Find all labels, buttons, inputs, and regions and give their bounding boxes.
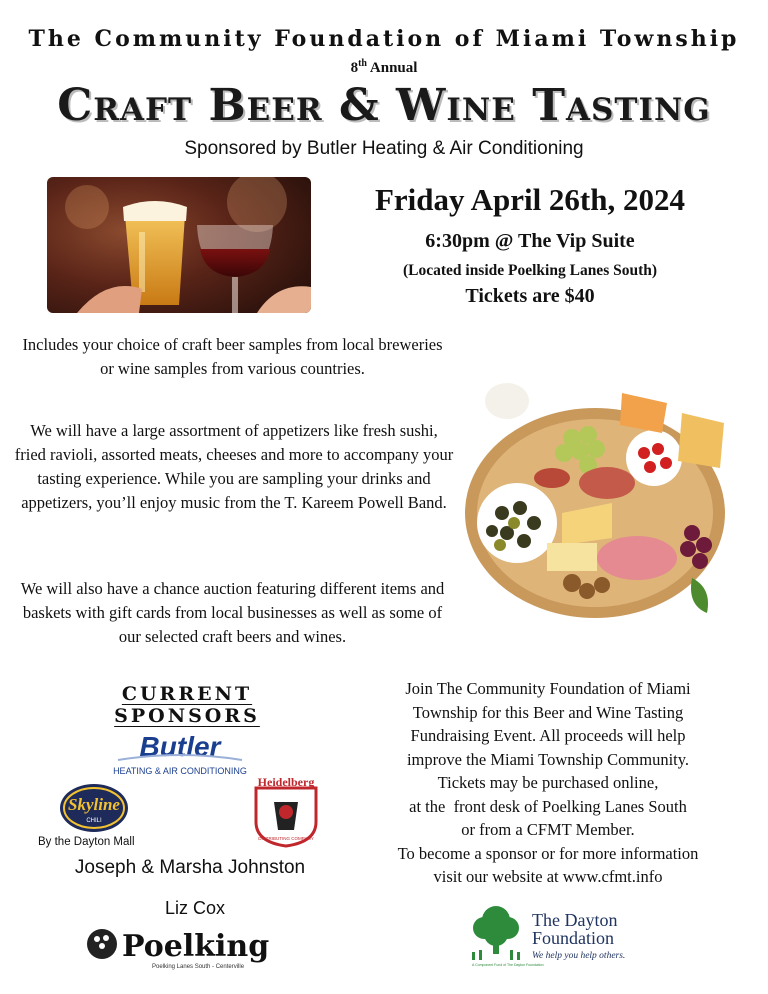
butler-logo (110, 730, 250, 780)
event-location: (Located inside Poelking Lanes South) (402, 262, 658, 279)
event-time-place: 6:30pm @ The Vip Suite (425, 230, 635, 252)
svg-text:Foundation: Foundation (532, 928, 615, 948)
join-line: at the front desk of Poelking Lanes South (409, 796, 687, 816)
svg-text:Poelking Lanes South - Centerv: Poelking Lanes South - Centerville (152, 964, 245, 970)
svg-text:HEATING & AIR CONDITIONING: HEATING & AIR CONDITIONING (113, 766, 247, 776)
svg-text:Butler: Butler (139, 731, 221, 762)
beer-wine-photo (47, 177, 311, 313)
dayton-foundation-logo (466, 902, 646, 968)
join-line: Fundraising Event. All proceeds will help (410, 726, 686, 745)
charcuterie-photo (462, 373, 728, 627)
svg-text:Poelking: Poelking (122, 929, 270, 964)
sponsor-cox: Liz Cox (164, 898, 226, 918)
skyline-location: By the Dayton Mall (38, 836, 135, 848)
paragraph-tasting: Includes your choice of craft beer samples from local breweries or wine samples from various countries. (22, 335, 443, 378)
join-line: Tickets may be purchased online, (437, 773, 659, 792)
skyline-chili-logo (58, 780, 130, 835)
sponsor-johnston: Joseph & Marsha Johnston (74, 857, 306, 878)
paragraph-appetizers: We will have a large assortment of appetizers like fresh sushi, fried ravioli, assorted meats, cheeses and more to accompany your tasting experience. While you are sampling your drinks and appetizers, you’ll enjoy music from the T. Kareem Powell Band. (14, 421, 454, 512)
join-line: To become a sponsor or for more information (397, 843, 699, 863)
join-info-block (352, 677, 744, 889)
join-line: or from a CFMT Member. (461, 820, 635, 839)
svg-text:We help you help others.: We help you help others. (532, 951, 626, 961)
svg-text:DISTRIBUTING COMPANY: DISTRIBUTING COMPANY (258, 836, 314, 841)
current-sponsors-heading: CURRENT SPONSORS (114, 683, 260, 727)
poelking-logo (82, 922, 277, 972)
svg-text:Heidelberg: Heidelberg (257, 775, 315, 789)
svg-text:A Component Fund of The Dayton: A Component Fund of The Dayton Foundation (472, 963, 544, 967)
join-line: Join The Community Foundation of Miami (405, 679, 691, 698)
event-title: Craft Beer & Wine Tasting (57, 80, 711, 131)
join-line: improve the Miami Township Community. (406, 749, 690, 769)
ticket-price: Tickets are $40 (465, 285, 595, 307)
join-line: Township for this Beer and Wine Tasting (412, 702, 684, 722)
annual-label: 8th Annual (350, 58, 418, 76)
organization-line: The Community Foundation of Miami Township (28, 26, 740, 52)
heidelberg-logo (250, 774, 322, 848)
join-line-website: visit our website at www.cfmt.info (433, 867, 663, 886)
svg-text:Skyline: Skyline (68, 795, 120, 814)
event-date: Friday April 26th, 2024 (374, 182, 685, 217)
sponsored-by-line: Sponsored by Butler Heating & Air Conditioning (184, 138, 584, 159)
svg-text:CHILI: CHILI (86, 818, 102, 824)
svg-text:The Dayton: The Dayton (532, 910, 618, 930)
paragraph-auction: We will also have a chance auction featuring different items and baskets with gift cards from local businesses as well as some of our selected craft beers and wines. (20, 579, 445, 646)
